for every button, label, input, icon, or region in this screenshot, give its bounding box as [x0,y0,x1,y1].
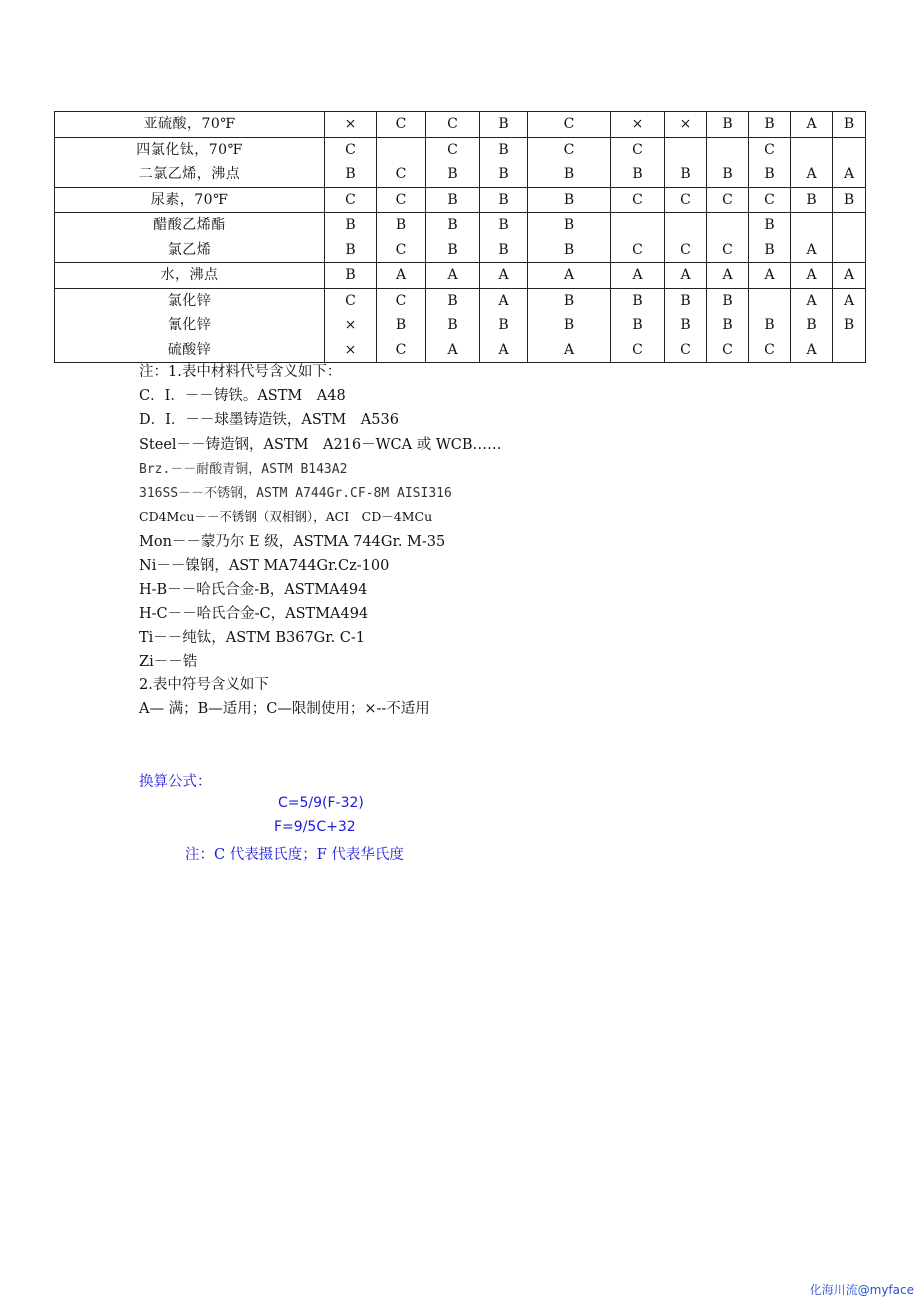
rating-cell: B [480,137,528,162]
note-steel: Steel－－铸造钢，ASTM A216－WCA 或 WCB…… [139,437,502,453]
rating-cell: B [707,313,749,338]
rating-cell: C [325,137,377,162]
rating-cell: A [749,263,791,289]
rating-cell: B [480,187,528,213]
medium-name-cell: 氯乙烯 [55,238,325,263]
medium-name-cell: 尿素，70℉ [55,187,325,213]
rating-cell: B [480,313,528,338]
rating-cell: A [426,263,480,289]
note-ti: Ti－－纯钛，ASTM B367Gr. C-1 [139,630,366,646]
symbols-title: 2.表中符号含义如下 [139,677,269,693]
rating-cell: B [833,112,866,138]
rating-cell: B [833,313,866,338]
rating-cell: B [325,263,377,289]
rating-cell: B [480,112,528,138]
rating-cell: C [665,238,707,263]
conversion-note: 注：C 代表摄氏度；F 代表华氏度 [185,847,404,863]
rating-cell [833,213,866,238]
note-cd4mcu: CD4Mcu－－不锈钢（双相钢），ACI CD－4MCu [139,509,433,524]
rating-cell: B [707,162,749,187]
rating-cell: B [377,213,426,238]
rating-cell: A [611,263,665,289]
rating-cell: B [749,213,791,238]
rating-cell: B [791,313,833,338]
rating-cell: A [791,162,833,187]
rating-cell: C [426,112,480,138]
rating-cell: C [528,137,611,162]
medium-name-cell: 亚硫酸，70℉ [55,112,325,138]
rating-cell: B [665,313,707,338]
rating-cell: B [480,238,528,263]
medium-name-cell: 氯化锌 [55,288,325,313]
rating-cell: B [707,112,749,138]
rating-cell [791,137,833,162]
medium-name-cell: 二氯乙烯，沸点 [55,162,325,187]
rating-cell: B [528,238,611,263]
table-row [55,112,866,138]
rating-cell: C [611,338,665,363]
rating-cell: A [426,338,480,363]
rating-cell: B [377,313,426,338]
rating-cell [833,137,866,162]
medium-name-cell: 氰化锌 [55,313,325,338]
rating-cell: × [611,112,665,138]
rating-cell: C [611,238,665,263]
rating-cell: A [833,162,866,187]
medium-name-cell: 硫酸锌 [55,338,325,363]
rating-cell: B [528,213,611,238]
rating-cell: A [791,263,833,289]
table-row [55,238,866,263]
rating-cell: A [791,338,833,363]
rating-cell: A [480,338,528,363]
rating-cell: C [377,187,426,213]
rating-cell: A [791,288,833,313]
rating-cell [665,213,707,238]
rating-cell: B [426,288,480,313]
rating-cell: × [325,112,377,138]
rating-cell: A [480,263,528,289]
rating-cell: C [707,338,749,363]
rating-cell: C [377,162,426,187]
formula-fahrenheit: F=9/5C+32 [274,819,356,835]
compatibility-table [54,111,866,363]
rating-cell: A [791,112,833,138]
note-brz: Brz.－－耐酸青铜，ASTM B143A2 [139,462,348,477]
rating-cell: C [749,187,791,213]
notes-title: 注：1.表中材料代号含义如下： [139,364,342,380]
note-ci: C．I．－－铸铁。ASTM A48 [139,388,346,404]
rating-cell: A [480,288,528,313]
rating-cell: A [791,238,833,263]
rating-cell: C [665,338,707,363]
rating-cell: A [833,288,866,313]
rating-cell: C [528,112,611,138]
rating-cell: B [611,313,665,338]
medium-name-cell: 四氯化钛，70℉ [55,137,325,162]
rating-cell: B [426,213,480,238]
table-row [55,313,866,338]
rating-cell: B [749,238,791,263]
rating-cell: B [528,162,611,187]
table-row [55,288,866,313]
rating-cell [749,288,791,313]
rating-cell: C [707,238,749,263]
table-row [55,263,866,289]
rating-cell: C [611,137,665,162]
medium-name-cell: 醋酸乙烯酯 [55,213,325,238]
rating-cell: B [611,288,665,313]
formula-celsius: C=5/9(F-32) [278,795,364,811]
rating-cell: A [707,263,749,289]
watermark: 化海川流@myface [809,1283,914,1297]
rating-cell: B [426,238,480,263]
rating-cell: A [665,263,707,289]
rating-cell: C [325,288,377,313]
medium-name-cell: 水，沸点 [55,263,325,289]
symbols-legend: A— 满；B—适用；C—限制使用；×--不适用 [139,701,430,717]
rating-cell: C [377,338,426,363]
rating-cell: B [480,213,528,238]
rating-cell: A [528,263,611,289]
rating-cell: C [377,238,426,263]
rating-cell: C [377,288,426,313]
rating-cell: B [426,313,480,338]
rating-cell [833,338,866,363]
table-row [55,137,866,162]
rating-cell: B [665,288,707,313]
table-row [55,338,866,363]
rating-cell: B [528,313,611,338]
rating-cell [791,213,833,238]
rating-cell [611,213,665,238]
note-di: D．I．－－球墨铸造铁，ASTM A536 [139,412,399,428]
rating-cell [707,137,749,162]
rating-cell: × [325,313,377,338]
rating-cell: B [611,162,665,187]
note-zi: Zi－－锆 [139,654,198,670]
rating-cell: C [611,187,665,213]
rating-cell: C [749,137,791,162]
rating-cell: C [665,187,707,213]
rating-cell: B [325,238,377,263]
rating-cell [377,137,426,162]
rating-cell: × [665,112,707,138]
rating-cell: B [426,162,480,187]
rating-cell: B [833,187,866,213]
table-row [55,213,866,238]
rating-cell: B [665,162,707,187]
note-mon: Mon－－蒙乃尔 E 级，ASTMA 744Gr. M-35 [139,534,446,550]
rating-cell: B [707,288,749,313]
note-316ss: 316SS－－不锈钢，ASTM A744Gr.CF-8M AISI316 [139,486,452,501]
rating-cell: A [377,263,426,289]
note-hb: H-B－－哈氏合金-B，ASTMA494 [139,582,368,598]
rating-cell [707,213,749,238]
table-body [55,112,866,363]
rating-cell: B [325,162,377,187]
note-ni: Ni－－镍钢，AST MA744Gr.Cz-100 [139,558,390,574]
conversion-title: 换算公式： [139,774,212,790]
rating-cell: B [426,187,480,213]
rating-cell: C [325,187,377,213]
rating-cell: C [749,338,791,363]
rating-cell: C [426,137,480,162]
rating-cell: B [791,187,833,213]
rating-cell: × [325,338,377,363]
rating-cell [665,137,707,162]
table-row [55,187,866,213]
rating-cell: B [480,162,528,187]
rating-cell: B [528,288,611,313]
rating-cell: C [707,187,749,213]
table-row [55,162,866,187]
rating-cell: C [377,112,426,138]
rating-cell: B [749,313,791,338]
rating-cell: A [528,338,611,363]
rating-cell: B [749,162,791,187]
rating-cell: B [528,187,611,213]
rating-cell: B [325,213,377,238]
note-hc: H-C－－哈氏合金-C，ASTMA494 [139,606,369,622]
rating-cell: B [749,112,791,138]
rating-cell [833,238,866,263]
rating-cell: A [833,263,866,289]
